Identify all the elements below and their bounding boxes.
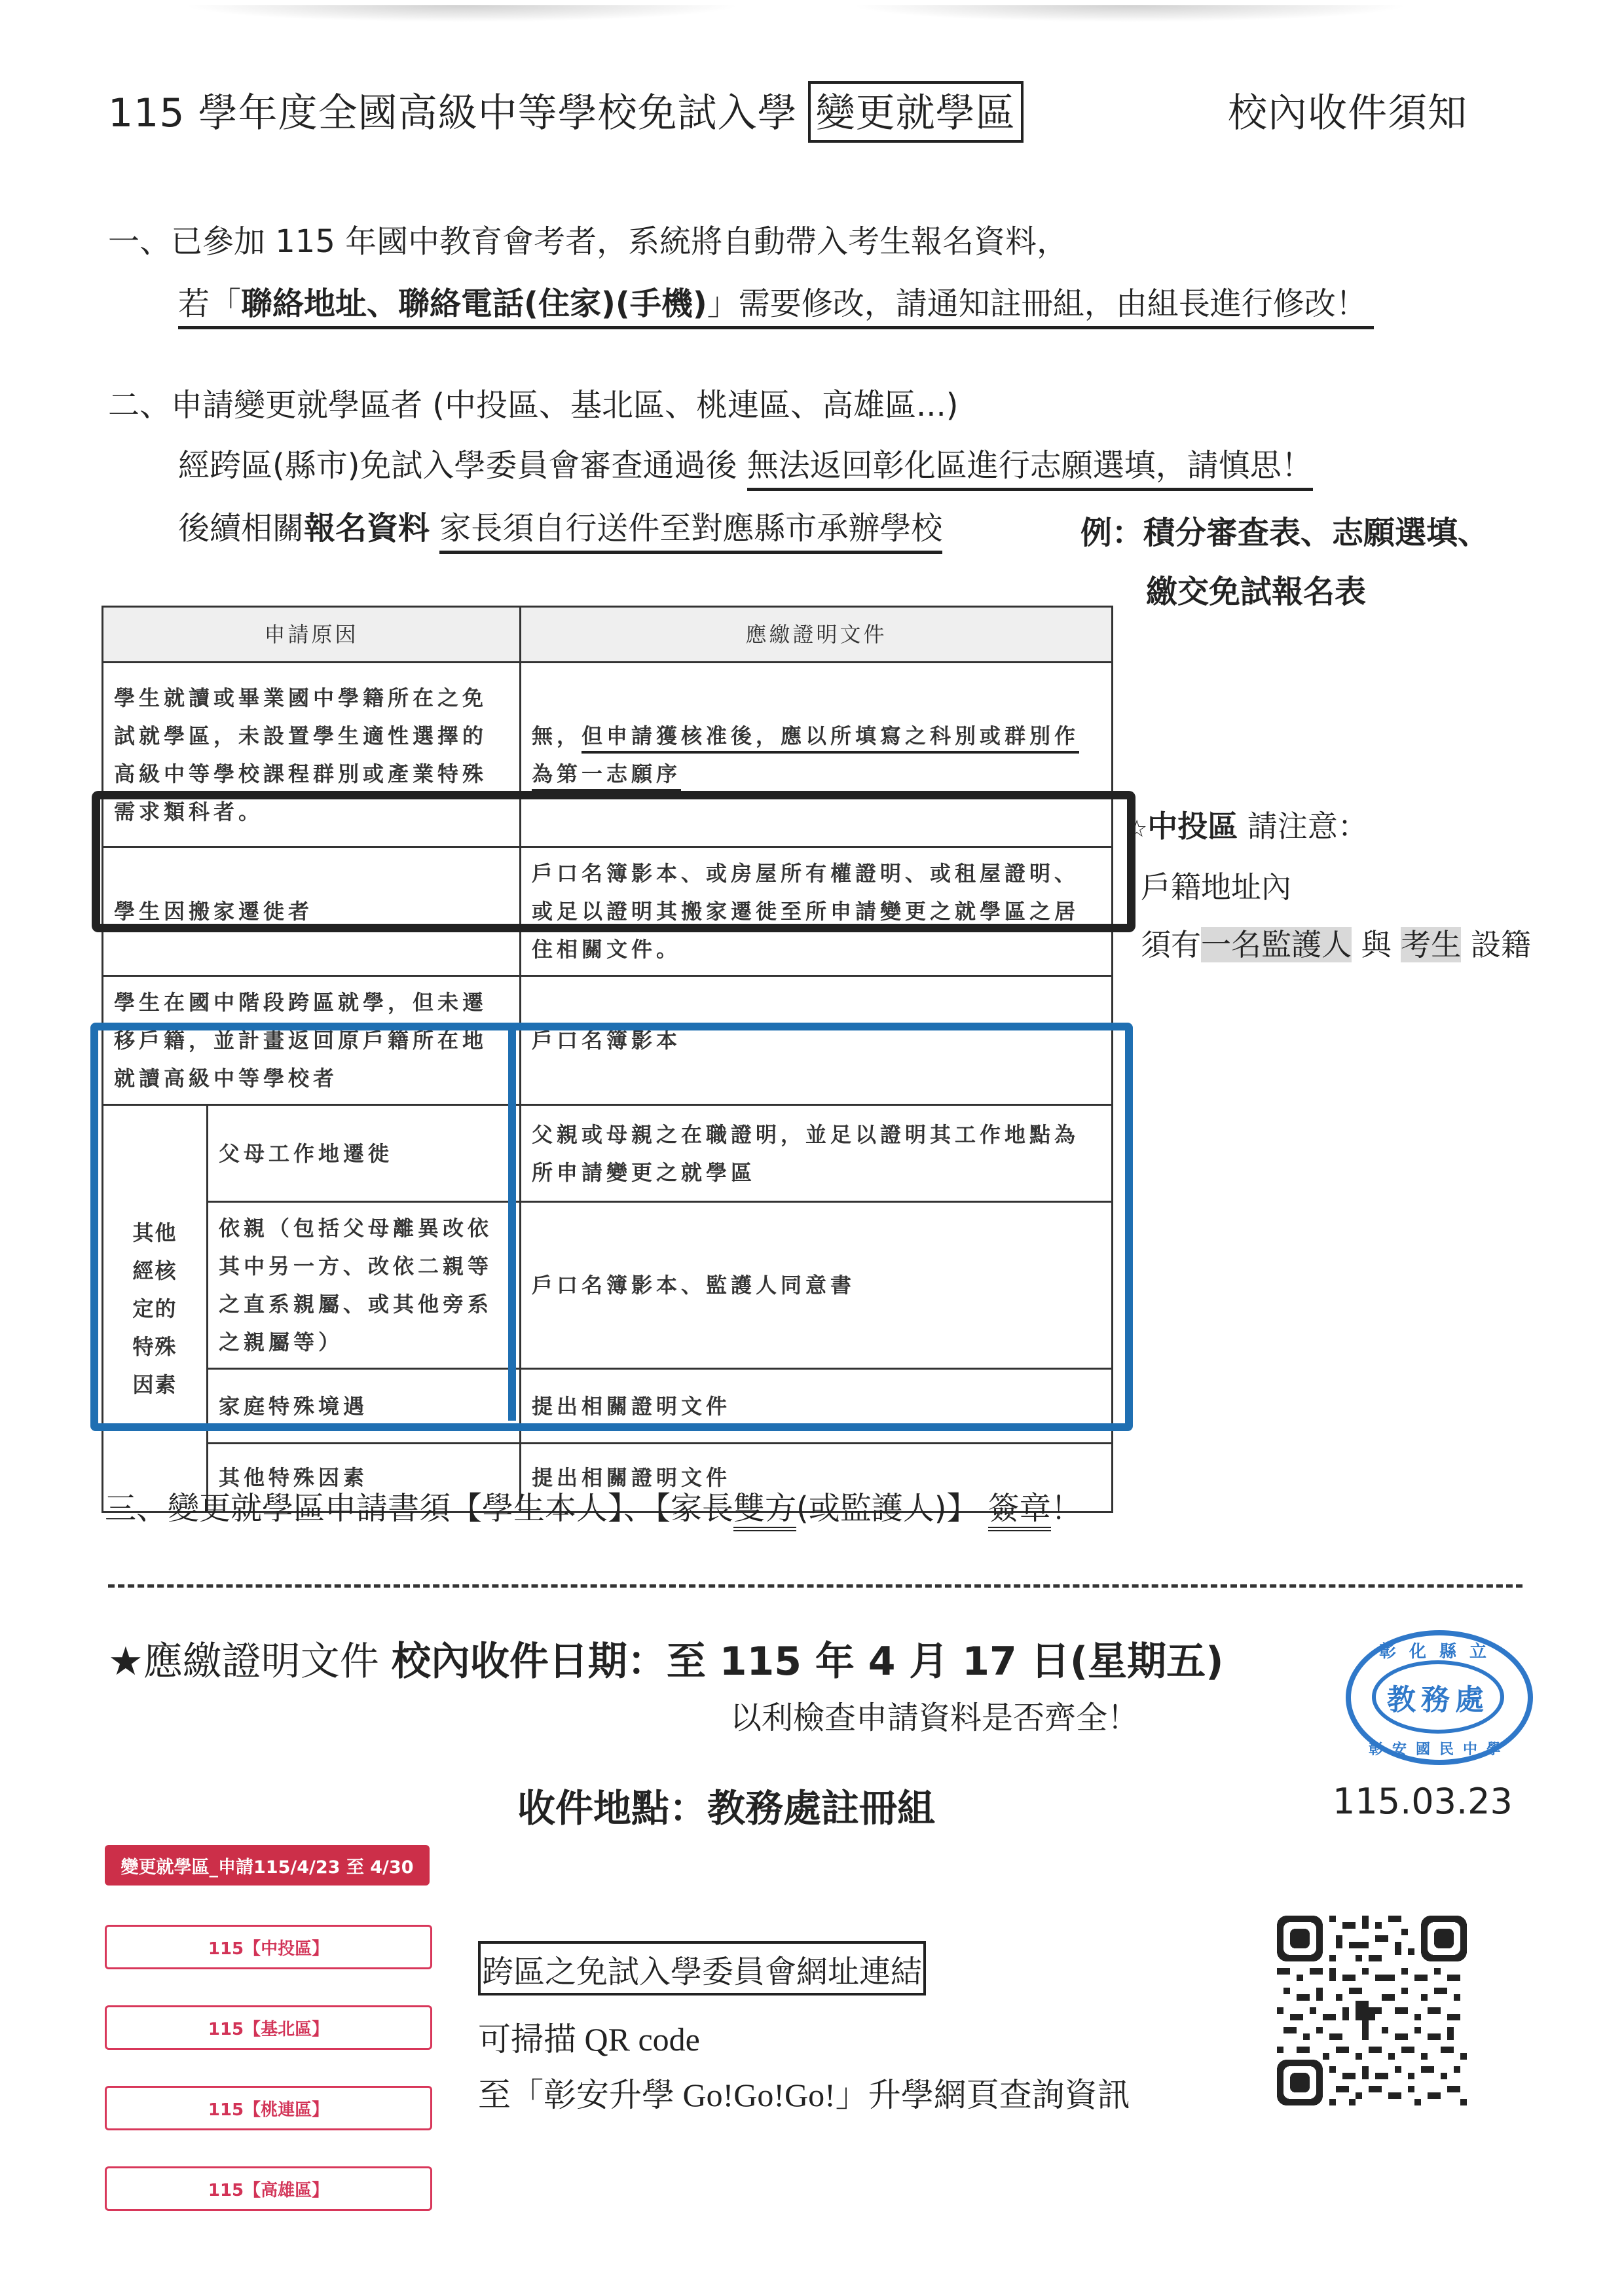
deadline-label: 應繳證明文件 xyxy=(143,1639,379,1685)
table-row xyxy=(103,663,1113,847)
section3-both-parents: 雙方 xyxy=(733,1490,796,1531)
section2-line3 xyxy=(178,503,942,548)
row-reason: 家庭特殊境遇 xyxy=(208,1369,521,1444)
docs-underlined: 但申請獲核准後，應以所填寫之科別或群別作為第一志願序 xyxy=(532,723,1079,792)
row-docs: 戶口名簿影本、或房屋所有權證明、或租屋證明、或足以證明其搬家遷徙至所申請變更之就學區之居住相關文件。 xyxy=(521,847,1113,976)
docs-prefix: 無， xyxy=(532,723,582,748)
site-text: 至「彰安升學 Go!Go!Go!」升學網頁查詢資訊 xyxy=(478,2077,1130,2113)
table-row xyxy=(103,1202,1113,1369)
link-button-kaohsiung[interactable]: 115【高雄區】 xyxy=(105,2166,432,2211)
side-note-guardian: 一名監護人 xyxy=(1201,927,1352,962)
header-docs: 應繳證明文件 xyxy=(521,607,1113,663)
qr-code[interactable] xyxy=(1277,1915,1467,2106)
side-note-text: 須有 xyxy=(1141,927,1201,962)
row-docs: 戶口名簿影本 xyxy=(521,976,1113,1105)
submission-location: 收件地點：教務處註冊組 xyxy=(517,1786,936,1831)
group-label: 其他經核定的特殊因素 xyxy=(103,1105,208,1512)
link-button-jibei[interactable]: 115【基北區】 xyxy=(105,2005,432,2050)
section2-line1: 二、申請變更就學區者 (中投區、基北區、桃連區、高雄區...) xyxy=(108,387,959,424)
title-right: 校內收件須知 xyxy=(1228,90,1467,136)
page-title xyxy=(108,82,1467,138)
link-button-taolian[interactable]: 115【桃連區】 xyxy=(105,2086,432,2130)
star-outline-icon: ☆ xyxy=(1126,816,1148,843)
stamp-center-text: 教務處 xyxy=(1372,1660,1504,1734)
section3-prefix: 三、變更就學區申請書須【學生本人】、【家長 xyxy=(105,1490,734,1527)
section2-example-1: 例：積分審查表、志願選填、 xyxy=(1080,515,1490,551)
row-docs xyxy=(521,663,1113,847)
side-note-attention: 請注意： xyxy=(1247,809,1368,844)
deadline-line xyxy=(108,1630,1224,1686)
row-reason: 其他特殊因素 xyxy=(208,1444,521,1512)
scan-shadow xyxy=(183,5,740,22)
section2-warning: 無法返回彰化區進行志願選填，請慎思！ xyxy=(747,447,1313,491)
table-row xyxy=(103,1369,1113,1444)
side-note-text: 設籍 xyxy=(1470,927,1531,962)
row-reason: 學生就讀或畢業國中學籍所在之免試就學區，未設置學生適性選擇的高級中等學校課程群別或產業特殊需求類科者。 xyxy=(103,663,521,847)
title-boxed: 變更就學區 xyxy=(808,81,1024,143)
section3 xyxy=(105,1483,1082,1528)
link-button-zhongtou[interactable]: 115【中投區】 xyxy=(105,1925,432,1969)
row-reason: 依親（包括父母離異改依其中另一方、改依二親等之直系親屬、或其他旁系之親屬等） xyxy=(208,1202,521,1369)
row-docs: 父親或母親之在職證明，並足以證明其工作地點為所申請變更之就學區 xyxy=(521,1105,1113,1202)
deadline-date: 校內收件日期：至 115 年 4 月 17 日(星期五) xyxy=(391,1639,1224,1685)
side-note-region: 中投區 xyxy=(1147,809,1238,844)
document-date: 115.03.23 xyxy=(1333,1781,1513,1822)
application-period-banner[interactable]: 變更就學區_申請115/4/23 至 4/30 xyxy=(105,1845,430,1886)
row-reason: 父母工作地遷徙 xyxy=(208,1105,521,1202)
section2-line3-bold: 報名資料 xyxy=(304,510,430,547)
side-note xyxy=(1126,797,1531,974)
row-reason: 學生因搬家遷徙者 xyxy=(103,847,521,976)
section1-contact-fields: 聯絡地址、聯絡電話(住家)(手機) xyxy=(241,285,707,322)
side-note-line1 xyxy=(1126,797,1531,858)
star-filled-icon: ★ xyxy=(108,1639,143,1685)
side-note-text: 與 xyxy=(1361,927,1392,962)
deadline-subline: 以利檢查申請資料是否齊全！ xyxy=(730,1700,1139,1736)
row-reason: 學生在國中階段跨區就學，但未遷移戶籍，並計畫返回原戶籍所在地就讀高級中等學校者 xyxy=(103,976,521,1105)
section2-line2-prefix: 經跨區(縣市)免試入學委員會審查通過後 xyxy=(178,447,737,484)
scan-qr-text: 可掃描 QR code xyxy=(478,2021,700,2058)
scan-shadow xyxy=(851,5,1408,22)
table-row xyxy=(103,847,1113,976)
section3-sign: 簽章 xyxy=(988,1490,1051,1531)
stamp-bottom-text: 彰安國民中學 xyxy=(1368,1741,1510,1758)
table-row xyxy=(103,1105,1113,1202)
section2-line2 xyxy=(178,440,1313,485)
section1-line2-suffix: 」需要修改，請通知註冊組，由組長進行修改！ xyxy=(707,285,1367,322)
table-header-row xyxy=(103,607,1113,663)
section1-line1: 一、已參加 115 年國中教育會考者，系統將自動帶入考生報名資料， xyxy=(108,223,1069,260)
side-note-student: 考生 xyxy=(1401,927,1462,962)
section1-line2 xyxy=(178,278,1374,323)
table-row xyxy=(103,976,1113,1105)
committee-link[interactable]: 跨區之免試入學委員會網址連結 xyxy=(478,1941,926,1995)
side-note-line2: 戶籍地址內 xyxy=(1141,869,1291,905)
section2-example-2: 繳交免試報名表 xyxy=(1146,574,1367,610)
side-note-line3 xyxy=(1126,916,1531,974)
stamp-top-text: 彰化縣立 xyxy=(1378,1642,1500,1662)
section3-middle: (或監護人)】 xyxy=(796,1490,978,1527)
row-docs: 戶口名簿影本、監護人同意書 xyxy=(521,1202,1113,1369)
dashed-divider xyxy=(108,1584,1522,1588)
section3-suffix: ！ xyxy=(1050,1490,1082,1527)
row-docs: 提出相關證明文件 xyxy=(521,1444,1113,1512)
requirements-table xyxy=(101,606,1113,1513)
section1-line2-prefix: 若「 xyxy=(178,285,242,322)
section2-line3-prefix: 後續相關 xyxy=(178,510,304,547)
section2-parent-submit: 家長須自行送件至對應縣市承辦學校 xyxy=(439,510,942,554)
office-stamp xyxy=(1346,1630,1533,1765)
header-reason: 申請原因 xyxy=(103,607,521,663)
row-docs: 提出相關證明文件 xyxy=(521,1369,1113,1444)
title-prefix: 115 學年度全國高級中等學校免試入學 xyxy=(108,90,798,136)
